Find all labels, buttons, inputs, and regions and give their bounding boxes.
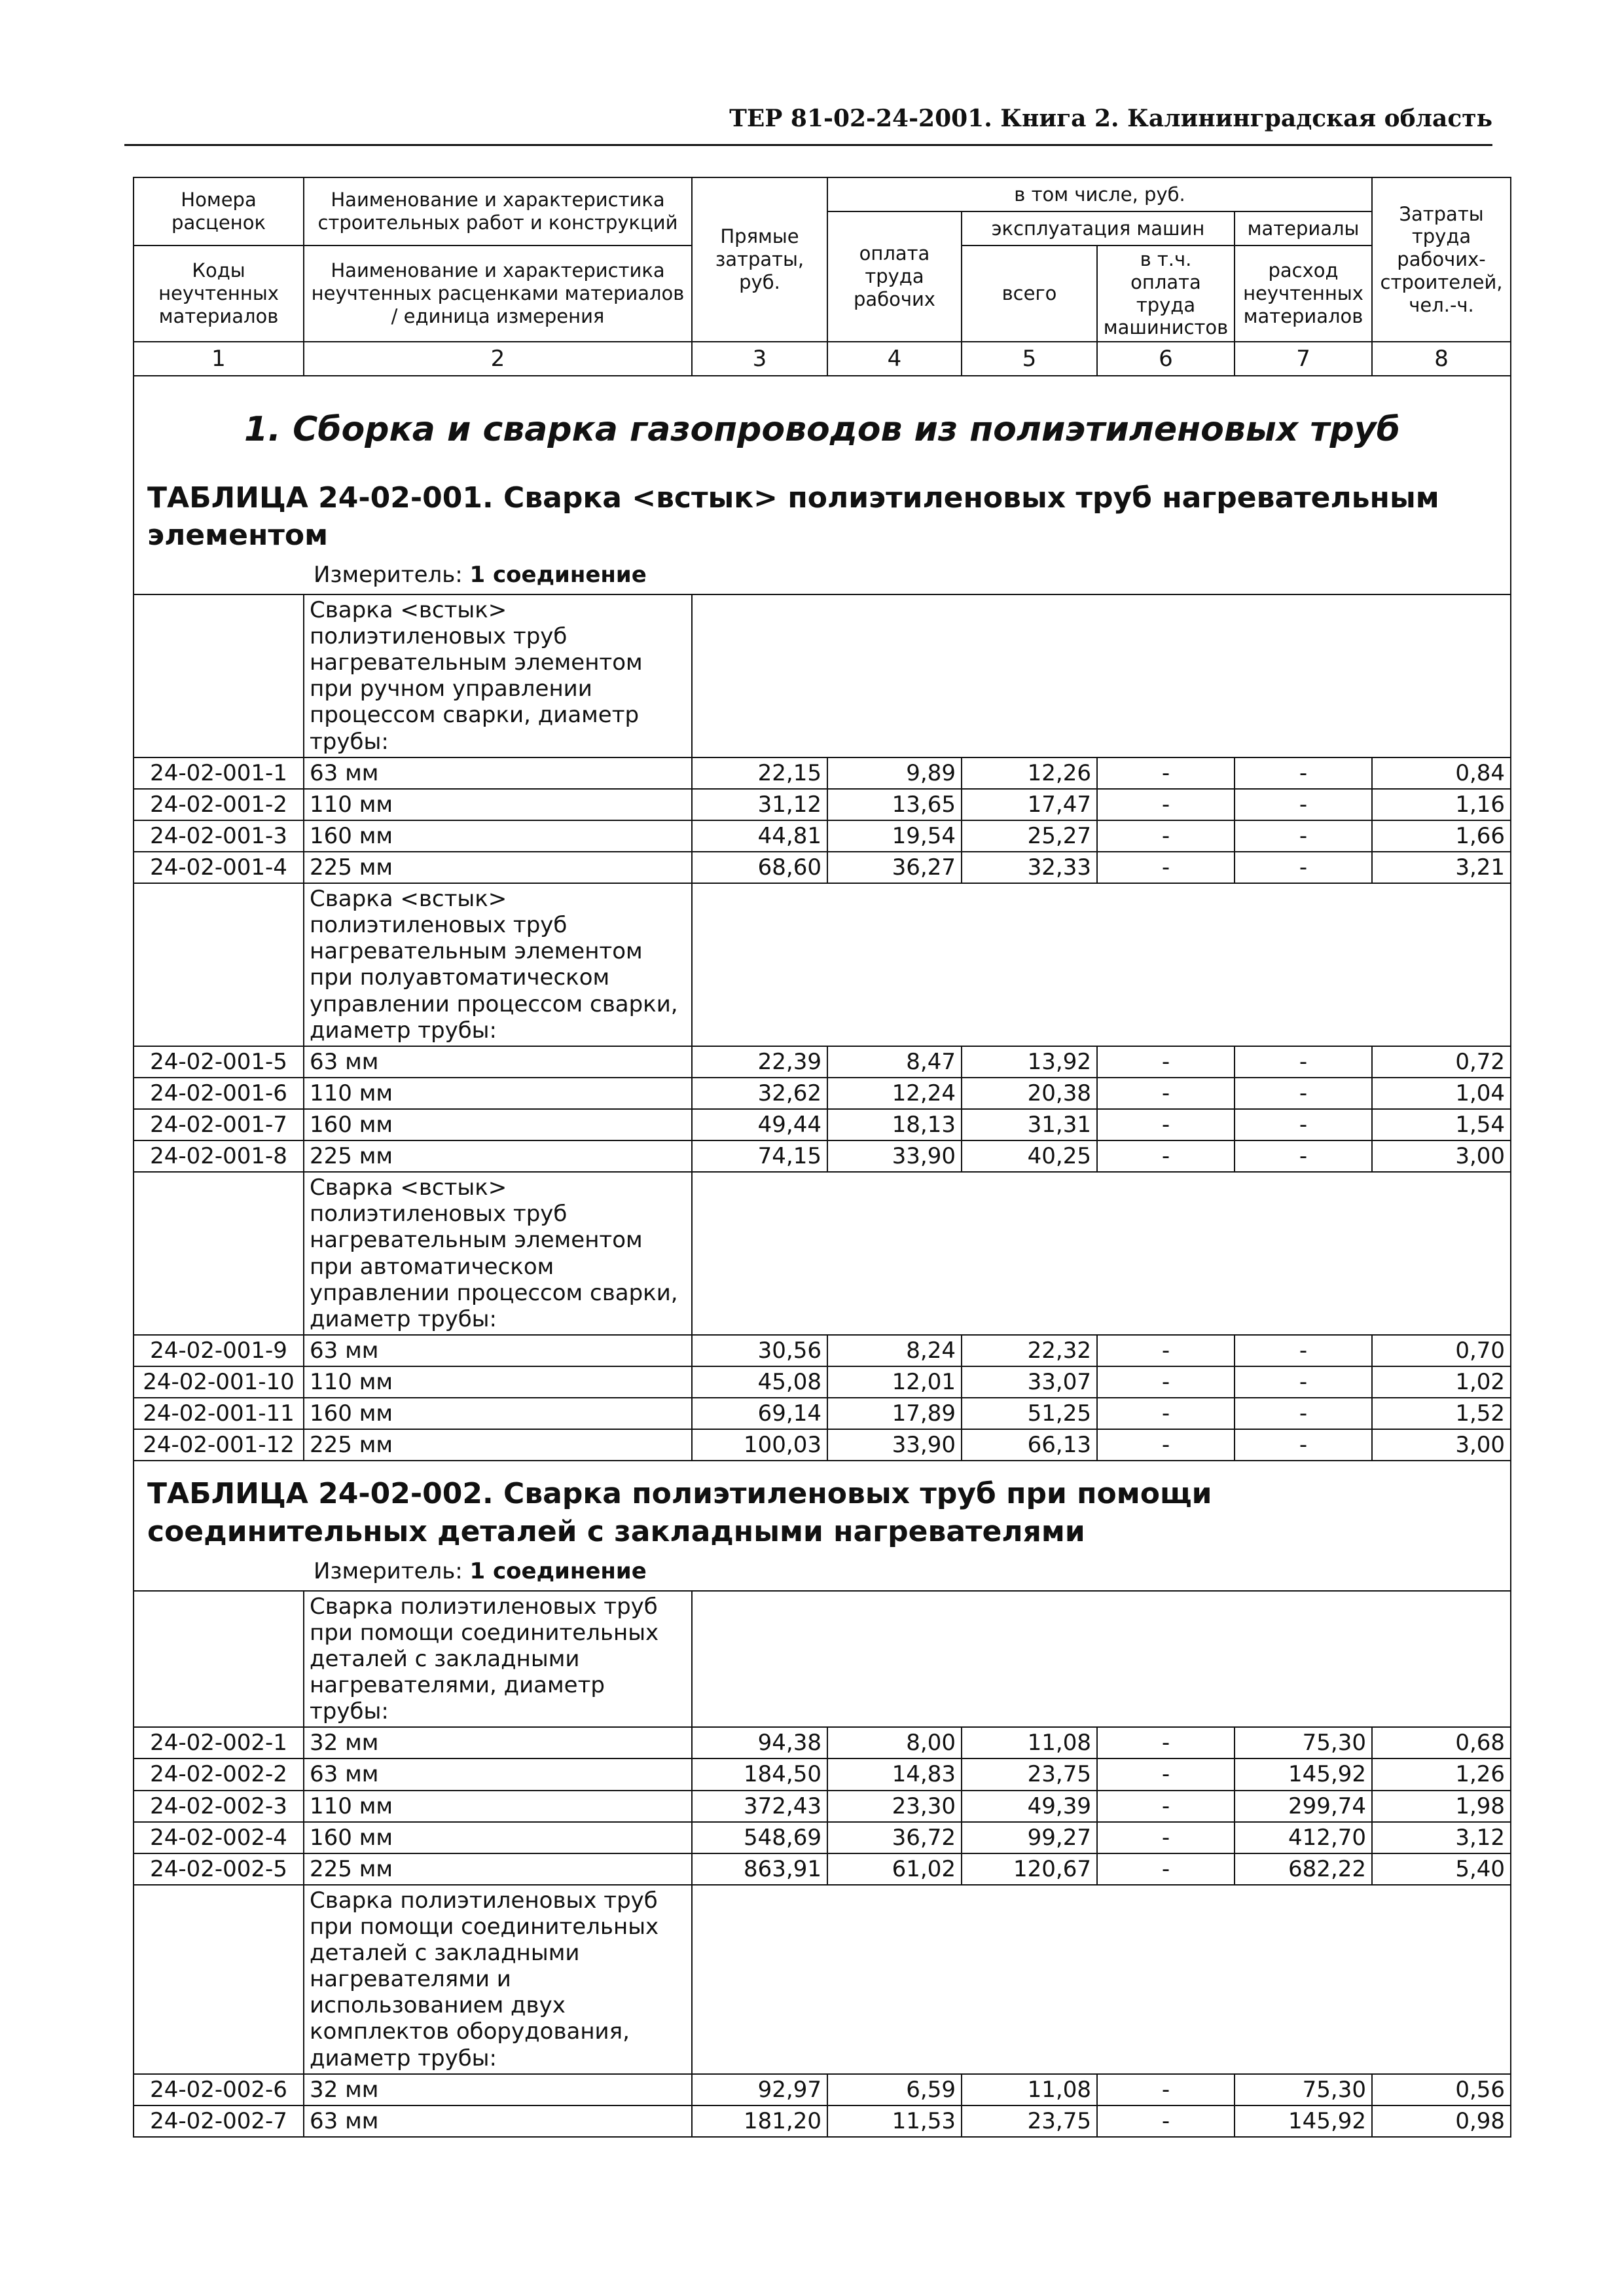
item-name: 225 мм — [304, 852, 692, 883]
rates-table — [133, 177, 1511, 2138]
direct-costs: 74,15 — [692, 1140, 827, 1172]
materials-use: - — [1235, 852, 1372, 883]
table-row — [134, 757, 1511, 789]
machinists-pay: - — [1097, 1822, 1235, 1853]
machinists-pay: - — [1097, 1398, 1235, 1429]
section-title: 1. Сборка и сварка газопроводов из полиэтиленовых труб — [244, 410, 1400, 450]
table-row — [134, 1046, 1511, 1078]
machinists-pay: - — [1097, 757, 1235, 789]
group-description-row — [134, 1591, 1511, 1728]
machines-total: 33,07 — [962, 1366, 1097, 1398]
table-row — [134, 1822, 1511, 1853]
meter-line — [139, 1553, 1505, 1588]
labor-pay: 14,83 — [827, 1758, 962, 1790]
meter-label: Измеритель: — [314, 561, 463, 588]
labor-pay: 36,72 — [827, 1822, 962, 1853]
materials-use: - — [1235, 1429, 1372, 1461]
direct-costs: 372,43 — [692, 1791, 827, 1822]
labor-pay: 8,00 — [827, 1727, 962, 1758]
group-values-blank — [692, 1591, 1511, 1728]
labor-costs: 0,70 — [1372, 1335, 1511, 1366]
direct-costs: 548,69 — [692, 1822, 827, 1853]
machines-total: 120,67 — [962, 1853, 1097, 1885]
table-row — [134, 1853, 1511, 1885]
machinists-pay: - — [1097, 1046, 1235, 1078]
section-cell — [134, 376, 1511, 465]
group-values-blank — [692, 883, 1511, 1046]
labor-costs: 0,72 — [1372, 1046, 1511, 1078]
group-description: Сварка <встык> полиэтиленовых труб нагревательным элементом при ручном управлении процессом сварки, диаметр трубы: — [304, 594, 692, 757]
labor-pay: 61,02 — [827, 1853, 962, 1885]
group-values-blank — [692, 594, 1511, 757]
column-number: 4 — [827, 342, 962, 376]
column-number: 5 — [962, 342, 1097, 376]
direct-costs: 92,97 — [692, 2074, 827, 2105]
machines-total: 23,75 — [962, 1758, 1097, 1790]
direct-costs: 31,12 — [692, 789, 827, 820]
group-description-row — [134, 1172, 1511, 1335]
item-name: 225 мм — [304, 1853, 692, 1885]
column-number: 6 — [1097, 342, 1235, 376]
labor-pay: 18,13 — [827, 1109, 962, 1140]
machines-total: 49,39 — [962, 1791, 1097, 1822]
direct-costs: 863,91 — [692, 1853, 827, 1885]
rate-code: 24-02-001-9 — [134, 1335, 304, 1366]
group-code-blank — [134, 883, 304, 1046]
labor-pay: 17,89 — [827, 1398, 962, 1429]
machines-total: 66,13 — [962, 1429, 1097, 1461]
labor-costs: 1,98 — [1372, 1791, 1511, 1822]
labor-costs: 1,16 — [1372, 789, 1511, 820]
labor-costs: 3,12 — [1372, 1822, 1511, 1853]
labor-pay: 13,65 — [827, 789, 962, 820]
meter-line — [139, 556, 1505, 592]
table-row — [134, 1335, 1511, 1366]
column-number: 8 — [1372, 342, 1511, 376]
labor-costs: 5,40 — [1372, 1853, 1511, 1885]
labor-pay: 6,59 — [827, 2074, 962, 2105]
rate-code: 24-02-001-8 — [134, 1140, 304, 1172]
machinists-pay: - — [1097, 1366, 1235, 1398]
rate-code: 24-02-002-1 — [134, 1727, 304, 1758]
item-name: 63 мм — [304, 757, 692, 789]
table-row — [134, 1791, 1511, 1822]
rate-code: 24-02-001-12 — [134, 1429, 304, 1461]
materials-use: - — [1235, 1335, 1372, 1366]
labor-pay: 12,01 — [827, 1366, 962, 1398]
machines-total: 40,25 — [962, 1140, 1097, 1172]
item-name: 63 мм — [304, 1758, 692, 1790]
col-including: в том числе, руб. — [827, 177, 1372, 211]
machinists-pay: - — [1097, 1140, 1235, 1172]
table-title: ТАБЛИЦА 24-02-002. Сварка полиэтиленовых труб при помощи соединительных деталей с закладными нагревателями — [147, 1477, 1212, 1548]
table-row — [134, 2105, 1511, 2137]
col-direct-costs: Прямые затраты, руб. — [692, 177, 827, 342]
machines-total: 12,26 — [962, 757, 1097, 789]
machinists-pay: - — [1097, 1727, 1235, 1758]
rate-code: 24-02-001-7 — [134, 1109, 304, 1140]
group-code-blank — [134, 1172, 304, 1335]
materials-use: - — [1235, 820, 1372, 852]
materials-use: - — [1235, 1109, 1372, 1140]
column-number: 2 — [304, 342, 692, 376]
direct-costs: 22,15 — [692, 757, 827, 789]
machinists-pay: - — [1097, 2074, 1235, 2105]
group-code-blank — [134, 1591, 304, 1728]
machines-total: 32,33 — [962, 852, 1097, 883]
direct-costs: 49,44 — [692, 1109, 827, 1140]
machinists-pay: - — [1097, 820, 1235, 852]
item-name: 160 мм — [304, 1109, 692, 1140]
labor-pay: 12,24 — [827, 1078, 962, 1109]
rate-code: 24-02-002-7 — [134, 2105, 304, 2137]
column-number: 3 — [692, 342, 827, 376]
materials-use: 75,30 — [1235, 2074, 1372, 2105]
direct-costs: 68,60 — [692, 852, 827, 883]
labor-costs: 3,00 — [1372, 1140, 1511, 1172]
column-number: 7 — [1235, 342, 1372, 376]
item-name: 110 мм — [304, 1791, 692, 1822]
rate-code: 24-02-002-3 — [134, 1791, 304, 1822]
rate-code: 24-02-001-3 — [134, 820, 304, 852]
labor-costs: 0,68 — [1372, 1727, 1511, 1758]
materials-use: 299,74 — [1235, 1791, 1372, 1822]
direct-costs: 44,81 — [692, 820, 827, 852]
table-row — [134, 1398, 1511, 1429]
table-row — [134, 789, 1511, 820]
item-name: 110 мм — [304, 1366, 692, 1398]
direct-costs: 181,20 — [692, 2105, 827, 2137]
table-title: ТАБЛИЦА 24-02-001. Сварка <встык> полиэтиленовых труб нагревательным элементом — [147, 481, 1439, 552]
rate-code: 24-02-001-11 — [134, 1398, 304, 1429]
rate-code: 24-02-002-2 — [134, 1758, 304, 1790]
machinists-pay: - — [1097, 852, 1235, 883]
item-name: 225 мм — [304, 1140, 692, 1172]
col-material-codes: Коды неучтенных материалов — [134, 246, 304, 342]
materials-use: - — [1235, 789, 1372, 820]
table-header — [134, 177, 1511, 376]
direct-costs: 100,03 — [692, 1429, 827, 1461]
labor-costs: 1,54 — [1372, 1109, 1511, 1140]
materials-use: 145,92 — [1235, 1758, 1372, 1790]
machines-total: 51,25 — [962, 1398, 1097, 1429]
direct-costs: 69,14 — [692, 1398, 827, 1429]
direct-costs: 32,62 — [692, 1078, 827, 1109]
machinists-pay: - — [1097, 1791, 1235, 1822]
direct-costs: 45,08 — [692, 1366, 827, 1398]
group-description: Сварка <встык> полиэтиленовых труб нагревательным элементом при полуавтоматическом управлении процессом сварки, диаметр трубы: — [304, 883, 692, 1046]
group-description-row — [134, 1885, 1511, 2074]
item-name: 63 мм — [304, 1046, 692, 1078]
group-description: Сварка полиэтиленовых труб при помощи соединительных деталей с закладными нагревателями, диаметр трубы: — [304, 1591, 692, 1728]
direct-costs: 30,56 — [692, 1335, 827, 1366]
labor-costs: 3,00 — [1372, 1429, 1511, 1461]
page-header: ТЕР 81-02-24-2001. Книга 2. Калининградская область — [124, 105, 1492, 146]
group-description: Сварка <встык> полиэтиленовых труб нагревательным элементом при автоматическом управлении процессом сварки, диаметр трубы: — [304, 1172, 692, 1335]
machinists-pay: - — [1097, 1109, 1235, 1140]
materials-use: - — [1235, 1140, 1372, 1172]
item-name: 110 мм — [304, 1078, 692, 1109]
machinists-pay: - — [1097, 1078, 1235, 1109]
item-name: 63 мм — [304, 2105, 692, 2137]
group-code-blank — [134, 594, 304, 757]
col-materials-use: расход неучтенных материалов — [1235, 246, 1372, 342]
labor-pay: 36,27 — [827, 852, 962, 883]
item-name: 32 мм — [304, 2074, 692, 2105]
table-row — [134, 1366, 1511, 1398]
table-row — [134, 1140, 1511, 1172]
machines-total: 11,08 — [962, 2074, 1097, 2105]
meter-value: 1 соединение — [469, 1558, 647, 1584]
machines-total: 11,08 — [962, 1727, 1097, 1758]
machinists-pay: - — [1097, 789, 1235, 820]
labor-costs: 1,02 — [1372, 1366, 1511, 1398]
machinists-pay: - — [1097, 2105, 1235, 2137]
group-code-blank — [134, 1885, 304, 2074]
rate-code: 24-02-001-10 — [134, 1366, 304, 1398]
item-name: 225 мм — [304, 1429, 692, 1461]
machines-total: 99,27 — [962, 1822, 1097, 1853]
meter-label: Измеритель: — [314, 1558, 463, 1584]
materials-use: - — [1235, 757, 1372, 789]
labor-costs: 0,84 — [1372, 757, 1511, 789]
table-row — [134, 820, 1511, 852]
table-row — [134, 2074, 1511, 2105]
labor-pay: 23,30 — [827, 1791, 962, 1822]
machinists-pay: - — [1097, 1335, 1235, 1366]
labor-costs: 1,26 — [1372, 1758, 1511, 1790]
rate-code: 24-02-002-5 — [134, 1853, 304, 1885]
col-materials: материалы — [1235, 211, 1372, 246]
table-body — [134, 376, 1511, 2137]
col-labor-costs: Затраты труда рабочих-строителей, чел.-ч. — [1372, 177, 1511, 342]
column-number: 1 — [134, 342, 304, 376]
labor-costs: 1,66 — [1372, 820, 1511, 852]
table-row — [134, 1727, 1511, 1758]
group-description-row — [134, 594, 1511, 757]
rate-code: 24-02-001-4 — [134, 852, 304, 883]
group-description-row — [134, 883, 1511, 1046]
machines-total: 23,75 — [962, 2105, 1097, 2137]
materials-use: 145,92 — [1235, 2105, 1372, 2137]
col-material-names: Наименование и характеристика неучтенных расценками материалов / единица измерения — [304, 246, 692, 342]
labor-costs: 1,52 — [1372, 1398, 1511, 1429]
machinists-pay: - — [1097, 1758, 1235, 1790]
labor-costs: 1,04 — [1372, 1078, 1511, 1109]
materials-use: - — [1235, 1398, 1372, 1429]
rate-code: 24-02-001-2 — [134, 789, 304, 820]
labor-pay: 33,90 — [827, 1429, 962, 1461]
group-values-blank — [692, 1172, 1511, 1335]
table-title-cell — [134, 465, 1511, 594]
materials-use: 412,70 — [1235, 1822, 1372, 1853]
machines-total: 17,47 — [962, 789, 1097, 820]
rate-code: 24-02-001-1 — [134, 757, 304, 789]
labor-pay: 11,53 — [827, 2105, 962, 2137]
machines-total: 20,38 — [962, 1078, 1097, 1109]
col-machinists-pay: в т.ч. оплата труда машинистов — [1097, 246, 1235, 342]
direct-costs: 184,50 — [692, 1758, 827, 1790]
item-name: 110 мм — [304, 789, 692, 820]
rate-code: 24-02-002-4 — [134, 1822, 304, 1853]
item-name: 160 мм — [304, 1822, 692, 1853]
rate-code: 24-02-002-6 — [134, 2074, 304, 2105]
table-row — [134, 1078, 1511, 1109]
labor-pay: 33,90 — [827, 1140, 962, 1172]
group-description: Сварка полиэтиленовых труб при помощи соединительных деталей с закладными нагревателями и использованием двух комплектов оборудования, диаметр трубы: — [304, 1885, 692, 2074]
labor-costs: 3,21 — [1372, 852, 1511, 883]
machinists-pay: - — [1097, 1429, 1235, 1461]
labor-costs: 0,98 — [1372, 2105, 1511, 2137]
labor-pay: 19,54 — [827, 820, 962, 852]
col-works-name: Наименование и характеристика строительных работ и конструкций — [304, 177, 692, 246]
machines-total: 25,27 — [962, 820, 1097, 852]
col-labor-pay: оплата труда рабочих — [827, 211, 962, 342]
col-machines-total: всего — [962, 246, 1097, 342]
col-rates-numbers: Номера расценок — [134, 177, 304, 246]
table-row — [134, 1109, 1511, 1140]
item-name: 160 мм — [304, 1398, 692, 1429]
machines-total: 13,92 — [962, 1046, 1097, 1078]
materials-use: 75,30 — [1235, 1727, 1372, 1758]
labor-pay: 8,24 — [827, 1335, 962, 1366]
group-values-blank — [692, 1885, 1511, 2074]
meter-value: 1 соединение — [469, 561, 647, 588]
materials-use: - — [1235, 1366, 1372, 1398]
table-title-cell — [134, 1461, 1511, 1590]
materials-use: - — [1235, 1046, 1372, 1078]
rate-code: 24-02-001-5 — [134, 1046, 304, 1078]
item-name: 32 мм — [304, 1727, 692, 1758]
table-row — [134, 852, 1511, 883]
labor-pay: 8,47 — [827, 1046, 962, 1078]
materials-use: 682,22 — [1235, 1853, 1372, 1885]
table-title-row — [134, 1461, 1511, 1590]
section-row — [134, 376, 1511, 465]
machines-total: 22,32 — [962, 1335, 1097, 1366]
machinists-pay: - — [1097, 1853, 1235, 1885]
table-row — [134, 1758, 1511, 1790]
item-name: 160 мм — [304, 820, 692, 852]
rate-code: 24-02-001-6 — [134, 1078, 304, 1109]
table-title-row — [134, 465, 1511, 594]
column-numbers-row — [134, 342, 1511, 376]
labor-pay: 9,89 — [827, 757, 962, 789]
labor-costs: 0,56 — [1372, 2074, 1511, 2105]
direct-costs: 94,38 — [692, 1727, 827, 1758]
item-name: 63 мм — [304, 1335, 692, 1366]
table-row — [134, 1429, 1511, 1461]
direct-costs: 22,39 — [692, 1046, 827, 1078]
col-machines: эксплуатация машин — [962, 211, 1235, 246]
machines-total: 31,31 — [962, 1109, 1097, 1140]
materials-use: - — [1235, 1078, 1372, 1109]
